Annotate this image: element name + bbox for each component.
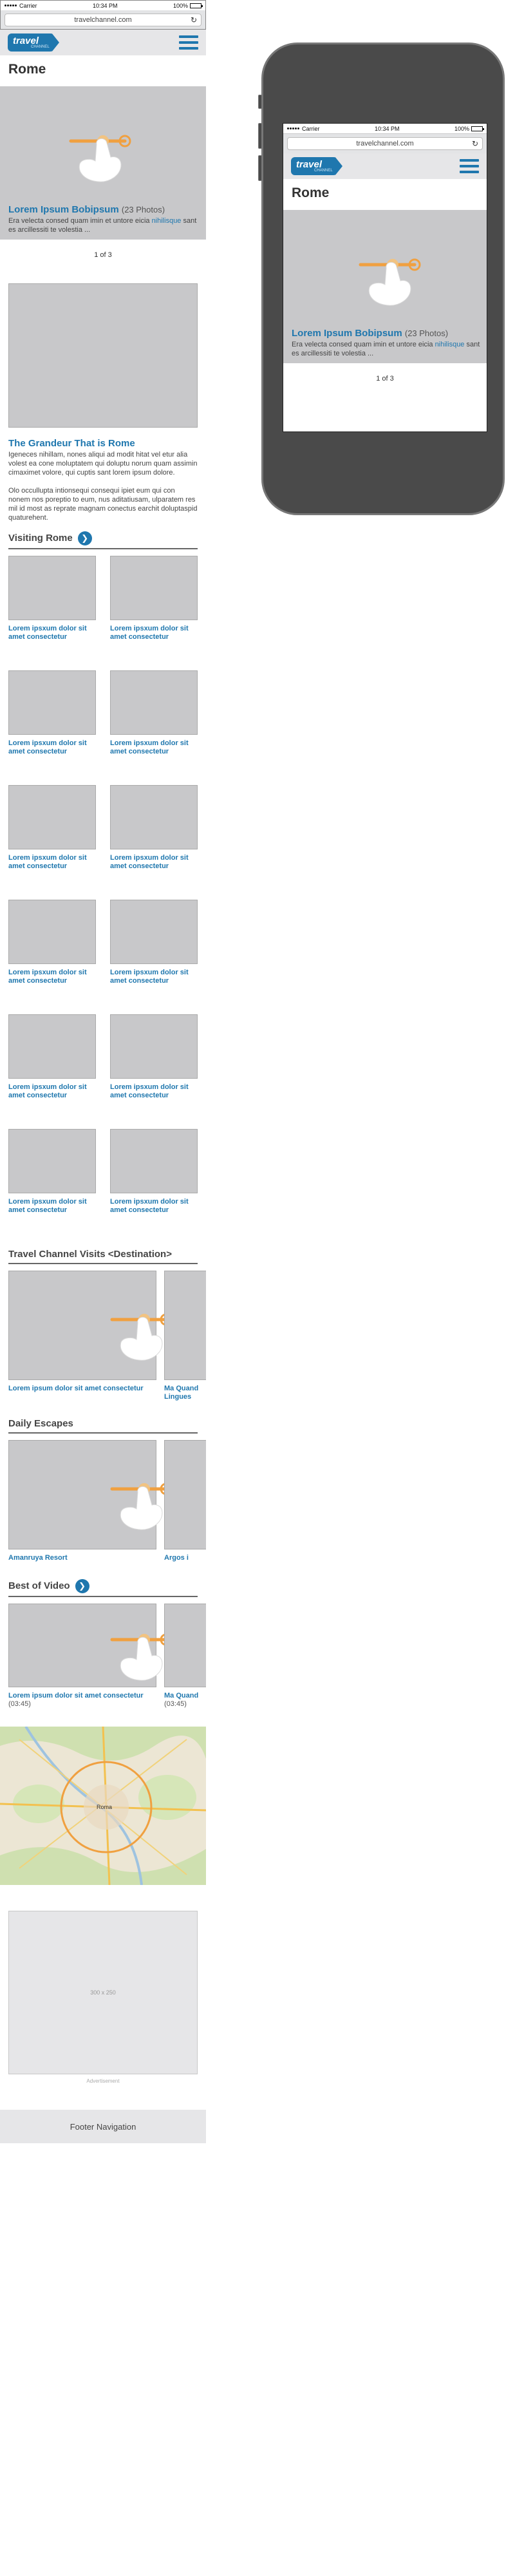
thumbnail [8,670,96,735]
hero-slideshow[interactable] [283,210,487,363]
mute-switch [258,95,262,109]
svg-text:Roma: Roma [97,1804,113,1810]
visiting-rome-header [8,531,198,549]
ad-slot[interactable]: 300 x 250 [8,1911,198,2074]
page-title: Rome [8,62,46,77]
carrier-label: Carrier [302,125,320,132]
browser-bar [283,134,487,153]
escapes-carousel[interactable] [0,1434,206,1562]
hero-title[interactable]: Lorem Ipsum Bobipsum [292,328,402,339]
grid-item[interactable]: Lorem ipsxum dolor sit amet consectetur [8,556,96,670]
carousel-item[interactable]: Amanruya Resort [8,1440,156,1562]
battery-icon [471,126,483,131]
volume-up-button [258,123,262,149]
thumbnail [164,1271,206,1380]
article-body [0,450,206,522]
carrier-label: Carrier [19,2,37,9]
grid-item[interactable]: Lorem ipsxum dolor sit amet consectetur [8,1129,96,1244]
article-title[interactable]: The Grandeur That is Rome [8,438,135,449]
video-carousel[interactable] [0,1597,206,1709]
thumbnail [8,1129,96,1193]
grid-item[interactable]: Lorem ipsxum dolor sit amet consectetur [110,785,198,900]
hero-description-link[interactable]: nihilisque [151,217,182,225]
thumbnail [8,1604,156,1687]
hero-description: Era velecta consed quam imin et untore eicia [8,217,152,225]
thumbnail [110,900,198,964]
grid-item[interactable]: Lorem ipsxum dolor sit amet consectetur [110,556,198,670]
site-header [0,30,206,55]
swipe-gesture-icon [348,242,425,313]
hero-photo-count: (23 Photos) [404,328,449,338]
destination-carousel[interactable] [0,1264,206,1401]
reload-icon[interactable]: ↻ [190,15,197,24]
volume-down-button [258,155,262,181]
thumbnail [164,1604,206,1687]
signal-icon [5,5,17,6]
slideshow-pager: 1 of 3 [376,375,394,383]
page-title: Rome [292,185,330,200]
battery-percent: 100% [173,2,188,9]
hero-slideshow[interactable] [0,86,206,240]
grid-item[interactable]: Lorem ipsxum dolor sit amet consectetur [110,1014,198,1129]
chevron-right-icon[interactable]: ❯ [75,1579,89,1593]
hero-description-end: sant es arcillessiti te volestia ... [292,341,480,357]
address-field[interactable] [287,137,483,150]
thumbnail [110,1129,198,1193]
hero-description-link[interactable]: nihilisque [435,341,465,348]
visiting-rome-grid [0,549,206,1244]
slideshow-pager: 1 of 3 [94,251,112,259]
grid-item[interactable]: Lorem ipsxum dolor sit amet consectetur [110,900,198,1014]
grid-item[interactable]: Lorem ipsxum dolor sit amet consectetur [110,1129,198,1244]
carousel-item[interactable]: Ma Quand Lingues [164,1271,206,1401]
site-header [283,153,487,179]
article-image [8,283,198,428]
signal-icon [287,128,299,129]
section-title: Daily Escapes [8,1418,73,1429]
best-of-video-header [8,1579,198,1597]
phone-mockup [261,43,505,515]
url-text: travelchannel.com [74,15,132,24]
hero-description-end: sant es arcillessiti te volestia ... [8,217,197,234]
url-text: travelchannel.com [356,140,414,147]
battery-icon [190,3,201,8]
map-graphic [0,1727,206,1885]
grid-item[interactable]: Lorem ipsxum dolor sit amet consectetur [8,900,96,1014]
clock: 10:34 PM [92,2,118,9]
thumbnail [8,556,96,620]
hero-title[interactable]: Lorem Ipsum Bobipsum [8,204,119,215]
article-paragraph: Igeneces nihillam, nones aliqui ad modit hitat vel etur alia volest ea cone moluptatem qui doluptu norum quam assimin cimaximet volore, qui cuptis sant lorem ipsum dolore. [8,451,198,477]
battery-percent: 100% [454,125,469,132]
daily-escapes-header [8,1418,198,1434]
grid-item[interactable]: Lorem ipsxum dolor sit amet consectetur [8,785,96,900]
clock: 10:34 PM [374,125,400,132]
address-field[interactable] [5,14,201,26]
article-paragraph: Olo occullupta intionsequi consequi ipiet eum qui con nonem nos poreptio to eum, nus aditatiusam, ulparatem res mil id most as reprate magnam conectus earchit doluptaspid quaturehent. [8,487,198,522]
thumbnail [110,556,198,620]
ad-label: Advertisement [86,2078,120,2084]
footer-navigation[interactable]: Footer Navigation [0,2110,206,2143]
browser-bar [0,10,206,30]
thumbnail [8,1014,96,1079]
thumbnail [164,1440,206,1549]
carousel-item[interactable]: Lorem ipsum dolor sit amet consectetur [8,1271,156,1401]
city-map[interactable] [0,1727,206,1885]
menu-icon[interactable] [460,159,479,173]
mobile-page [0,0,206,2143]
section-title: Visiting Rome [8,533,73,544]
thumbnail [110,670,198,735]
travel-channel-logo[interactable]: travel CHANNEL [8,33,59,52]
carousel-item[interactable]: Argos i [164,1440,206,1562]
chevron-right-icon[interactable]: ❯ [78,531,92,545]
swipe-gesture-icon [58,118,135,189]
thumbnail [8,785,96,849]
destination-visits-header [8,1249,198,1264]
phone-screen [283,123,487,432]
menu-icon[interactable] [179,35,198,50]
section-title: Best of Video [8,1580,70,1591]
hero-photo-count: (23 Photos) [121,205,165,214]
grid-item[interactable]: Lorem ipsxum dolor sit amet consectetur [8,670,96,785]
reload-icon[interactable]: ↻ [471,139,478,148]
thumbnail [8,900,96,964]
travel-channel-logo[interactable]: travel CHANNEL [291,157,342,175]
carousel-item[interactable]: Ma Quand (03:45) [164,1604,206,1709]
thumbnail [110,1014,198,1079]
thumbnail [8,1440,156,1549]
grid-item[interactable]: Lorem ipsxum dolor sit amet consectetur [110,670,198,785]
thumbnail [8,1271,156,1380]
thumbnail [110,785,198,849]
status-bar [283,124,487,134]
grid-item[interactable]: Lorem ipsxum dolor sit amet consectetur [8,1014,96,1129]
hero-description: Era velecta consed quam imin et untore eicia [292,341,435,348]
status-bar [0,0,206,10]
carousel-item[interactable]: Lorem ipsum dolor sit amet consectetur (03:45) [8,1604,156,1709]
section-title: Travel Channel Visits <Destination> [8,1249,172,1260]
